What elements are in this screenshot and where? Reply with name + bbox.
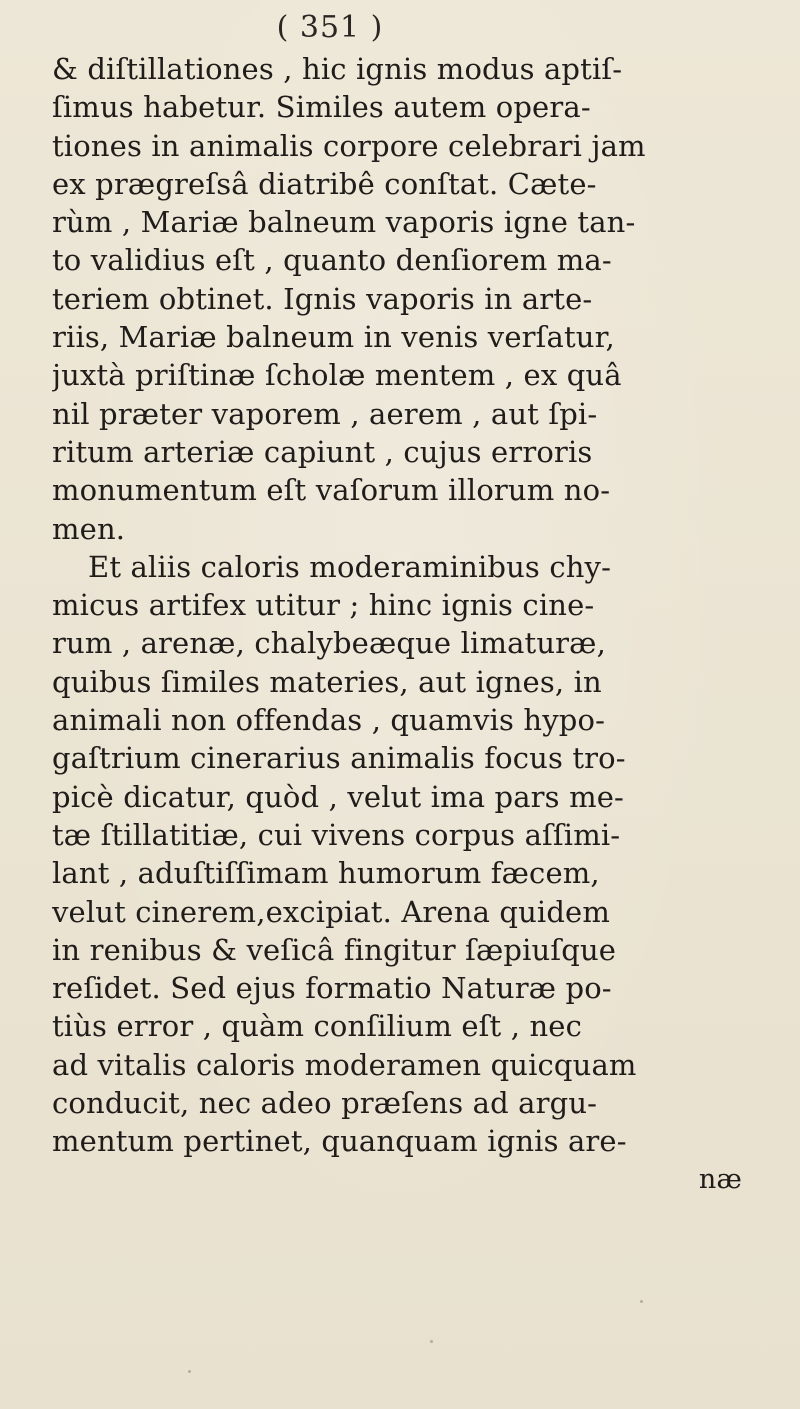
paper-spot	[430, 1340, 433, 1343]
text-line: velut cinerem,excipiat. Arena quidem	[52, 894, 611, 929]
text-line: conducit, nec adeo præſens ad argu-	[52, 1086, 598, 1121]
text-line: lant , aduſtiſſimam humorum fæcem,	[52, 856, 600, 891]
text-line: micus artifex utitur ; hinc ignis cine-	[52, 588, 595, 623]
text-line: ſimus habetur. Similes autem opera-	[52, 90, 591, 125]
text-line: ad vitalis caloris moderamen quicquam	[52, 1047, 637, 1082]
text-line: & diſtillationes , hic ignis modus aptiſ-	[52, 52, 623, 86]
text-line: rum , arenæ, chalybeæque limaturæ,	[52, 626, 606, 661]
text-line: mentum pertinet, quanquam ignis are-	[52, 1124, 627, 1159]
catchword: næ	[698, 1163, 742, 1195]
text-line: monumentum eſt vaſorum illorum no-	[52, 473, 611, 508]
paper-spot	[640, 1300, 643, 1303]
text-line: ex prægreſsâ diatribê conſtat. Cæte-	[52, 166, 597, 201]
text-line: riis, Mariæ balneum in venis verſatur,	[52, 320, 615, 355]
text-line: gaſtrium cinerarius animalis focus tro-	[52, 741, 626, 776]
text-line: ritum arteriæ capiunt , cujus erroris	[52, 434, 593, 469]
text-line: men.	[52, 511, 126, 546]
text-line: nil præter vaporem , aerem , aut ſpi-	[52, 396, 598, 431]
text-line: rùm , Mariæ balneum vaporis igne tan-	[52, 205, 636, 240]
text-line: Et aliis caloris moderaminibus chy-	[88, 549, 612, 584]
text-line: tiùs error , quàm conſilium eſt , nec	[52, 1009, 582, 1044]
text-line: picè dicatur, quòd , velut ima pars me-	[52, 779, 624, 814]
page-number: ( 351 )	[276, 10, 384, 45]
body-text	[52, 50, 772, 1199]
text-line: juxtà priſtinæ ſcholæ mentem , ex quâ	[52, 358, 622, 393]
text-line: in renibus & veſicâ fingitur ſæpiuſque	[52, 932, 617, 967]
text-line: reſidet. Sed ejus formatio Naturæ po-	[52, 971, 612, 1006]
text-line: animali non offendas , quamvis hypo-	[52, 703, 606, 738]
paper-spot	[188, 1370, 191, 1373]
text-line: quibus ſimiles materies, aut ignes, in	[52, 664, 602, 699]
text-line: tiones in animalis corpore celebrari jam	[52, 128, 646, 163]
text-line: tæ ſtillatitiæ, cui vivens corpus aſſimi-	[52, 817, 621, 852]
text-line: to validius eſt , quanto denſiorem ma-	[52, 243, 612, 278]
text-line: teriem obtinet. Ignis vaporis in arte-	[52, 281, 593, 316]
